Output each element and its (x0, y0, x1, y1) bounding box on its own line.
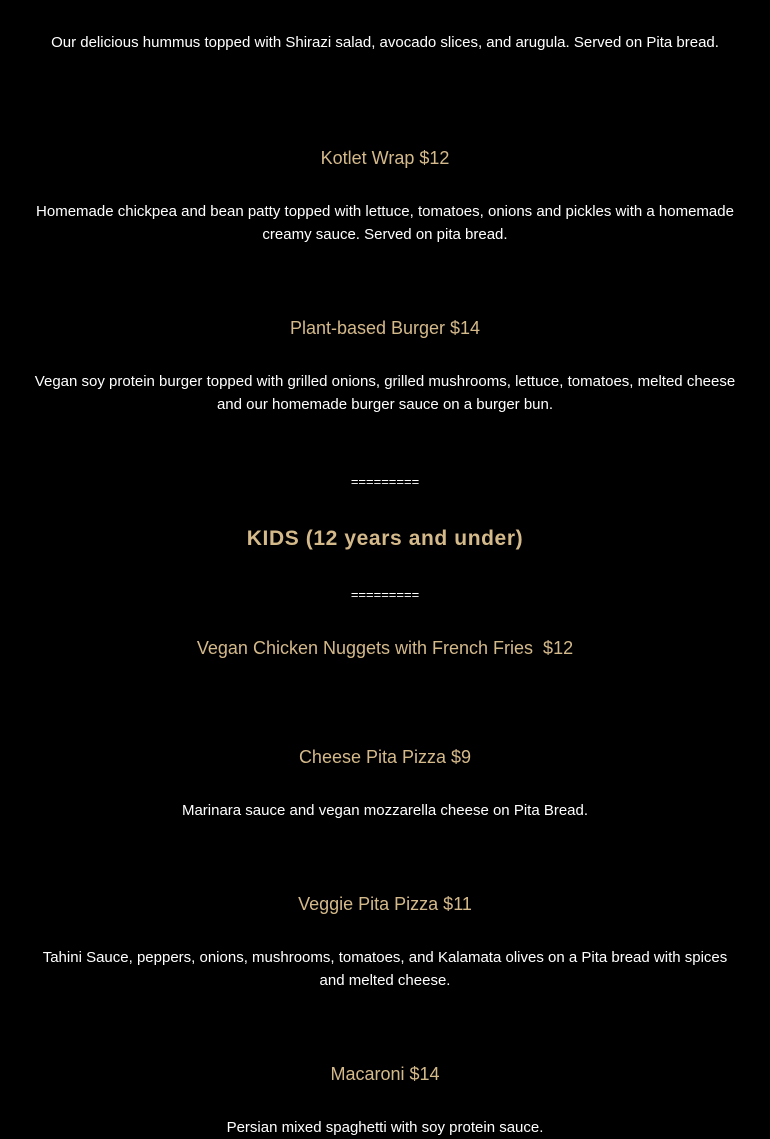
kids-section-title: KIDS (12 years and under) (246, 527, 524, 550)
macaroni-description: Persian mixed spaghetti with soy protein sauce. (226, 1119, 544, 1136)
kotlet-wrap-description: Homemade chickpea and bean patty topped with lettuce, tomatoes, onions and pickles with a homemade creamy sauce. Served on pita bread. (36, 203, 734, 243)
cheese-pita-pizza-description: Marinara sauce and vegan mozzarella cheese on Pita Bread. (181, 802, 589, 819)
section-divider-bottom: ========= (350, 587, 420, 602)
vegan-nuggets-title: Vegan Chicken Nuggets with French Fries $12 (196, 638, 574, 658)
plant-based-burger-description: Vegan soy protein burger topped with grilled onions, grilled mushrooms, lettuce, tomatoes, melted cheese and our homemade burger sauce on a burger bun. (34, 373, 736, 413)
macaroni-title: Macaroni $14 (330, 1064, 440, 1084)
veggie-pita-pizza-title: Veggie Pita Pizza $11 (298, 894, 472, 914)
kotlet-wrap-title: Kotlet Wrap $12 (320, 148, 450, 168)
veggie-pita-pizza-description: Tahini Sauce, peppers, onions, mushrooms, tomatoes, and Kalamata olives on a Pita bread with spices and melted cheese. (42, 949, 728, 989)
plant-based-burger-title: Plant-based Burger $14 (289, 318, 481, 338)
cheese-pita-pizza-title: Cheese Pita Pizza $9 (298, 747, 472, 767)
section-divider-top: ========= (350, 474, 420, 489)
hummus-description: Our delicious hummus topped with Shirazi salad, avocado slices, and arugula. Served on Pita bread. (51, 34, 719, 51)
